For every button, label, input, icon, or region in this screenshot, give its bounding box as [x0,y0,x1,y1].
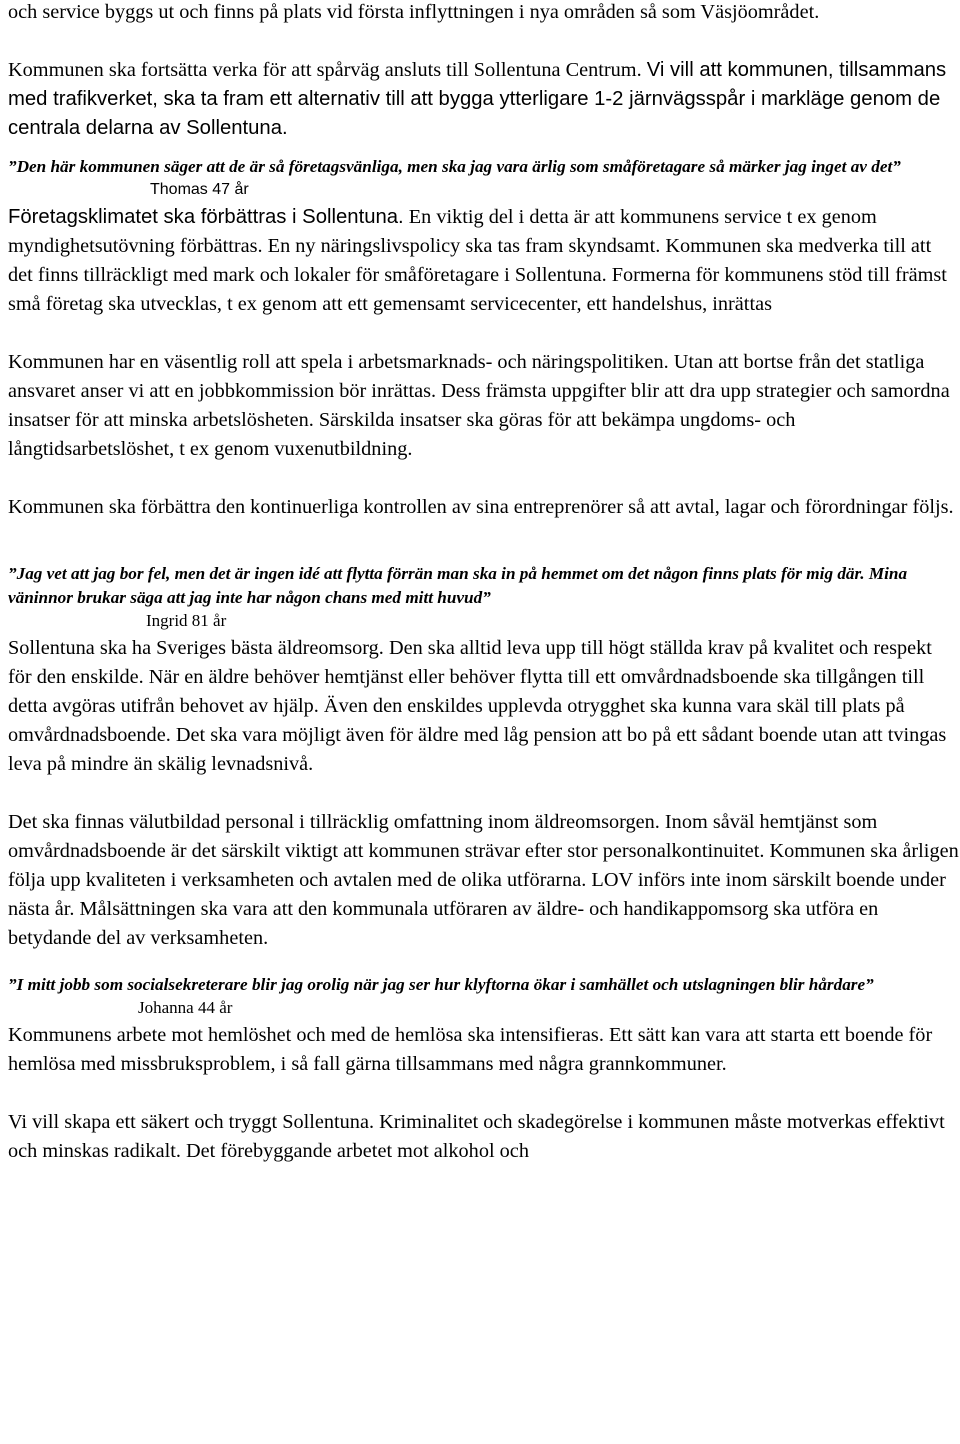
business-paragraph [8,203,960,319]
traffic-sentence-1: Kommunen ska fortsätta verka för att spårväg ansluts till Sollentuna Centrum. [8,59,642,81]
traffic-sentence-2: Vi vill att kommunen, tillsammans med trafikverket, ska ta fram ett alternativ till att bygga ytterligare 1-2 järnvägsspår i markläge genom de centrala delarna av Sollentuna. [8,59,947,139]
document-page [8,0,960,1166]
spacer [8,779,960,808]
business-part-2: En viktig del i detta är att kommunens service t ex genom myndighetsutövning förbättras. En ny näringslivspolicy ska tas fram skyndsamt. Kommunen ska medverka till att det finns tillräckligt med mark och lokaler för småföretagare i Sollentuna. [8,206,932,286]
spacer [8,27,960,56]
quote-author-johanna: Johanna 44 år [138,998,233,1017]
quote-ingrid: ”Jag vet att jag bor fel, men det är ingen idé att flytta förrän man ska in på hemmet om det någon finns plats för mig där. Mina väninnor brukar säga att jag inte har någon chans med mitt huvud” [8,564,908,607]
spacer [8,522,960,562]
spacer [8,1079,960,1108]
spacer [8,143,960,155]
business-part-1: Företagsklimatet ska förbättras i Sollentuna. [8,206,404,228]
intro-paragraph: och service byggs ut och finns på plats vid första inflyttningen i nya områden så som Väsjöområdet. [8,1,820,23]
spacer [8,464,960,493]
quote-johanna: ”I mitt jobb som socialsekreterare blir jag orolig när jag ser hur klyftorna ökar i samhället och utslagningen blir hårdare” [8,975,874,994]
staff-paragraph: Det ska finnas välutbildad personal i tillräcklig omfattning inom äldreomsorgen. Inom såväl hemtjänst som omvårdnadsboende är det särskilt viktigt att kommunen strävar efter stor personalkontinuitet. Kommunen ska årligen följa upp kvaliteten i verksamheten och avtalen med de olika utförarna. LOV införs inte inom särskilt boende under nästa år. Målsättningen ska vara att den kommunala utföraren av äldre- och handikappomsorg ska utföra en betydande del av verksamheten. [8,811,959,949]
business-part-3: Formerna för kommunens stöd till främst små företag ska utvecklas, t ex genom att ett gemensamt servicecenter, ett handelshus, inrättas [8,264,947,315]
quote-author-ingrid: Ingrid 81 år [146,611,227,630]
homelessness-paragraph: Kommunens arbete mot hemlöshet och med de hemlösa ska intensifieras. Ett sätt kan vara att starta ett boende för hemlösa med missbruksproblem, i så fall gärna tillsammans med några grannkommuner. [8,1024,933,1075]
quote-author-thomas: Thomas 47 år [150,181,249,198]
quote-thomas: ”Den här kommunen säger att de är så företagsvänliga, men ska jag vara ärlig som småföretagare så märker jag inget av det” [8,157,901,176]
contractor-paragraph: Kommunen ska förbättra den kontinuerliga kontrollen av sina entreprenörer så att avtal, lagar och förordningar följs. [8,496,954,518]
spacer [8,319,960,348]
safety-paragraph: Vi vill skapa ett säkert och tryggt Sollentuna. Kriminalitet och skadegörelse i kommunen måste motverkas effektivt och minskas radikalt. Det förebyggande arbetet mot alkohol och [8,1111,945,1162]
spacer [8,953,960,973]
elderly-care-paragraph: Sollentuna ska ha Sveriges bästa äldreomsorg. Den ska alltid leva upp till högt ställda krav på kvalitet och respekt för den enskilde. När en äldre behöver hemtjänst eller behöver flytta till ett omvårdnadsboende ska tillgången till detta avgöras utifrån behovet av hjälp. Även den enskildes upplevda otrygghet ska kunna vara skäl till plats på omvårdnadsboende. Det ska vara möjligt även för äldre med låg pension att bo på ett sådant boende utan att tvingas leva på mindre än skälig levnadsnivå. [8,637,947,775]
labour-paragraph: Kommunen har en väsentlig roll att spela i arbetsmarknads- och näringspolitiken. Utan att bortse från det statliga ansvaret anser vi att en jobbkommission bör inrättas. Dess främsta uppgifter blir att dra upp strategier och samordna insatser för att minska arbetslösheten. Särskilda insatser ska göras för att bekämpa ungdoms- och långtidsarbetslöshet, t ex genom vuxenutbildning. [8,351,950,460]
traffic-paragraph [8,56,960,143]
